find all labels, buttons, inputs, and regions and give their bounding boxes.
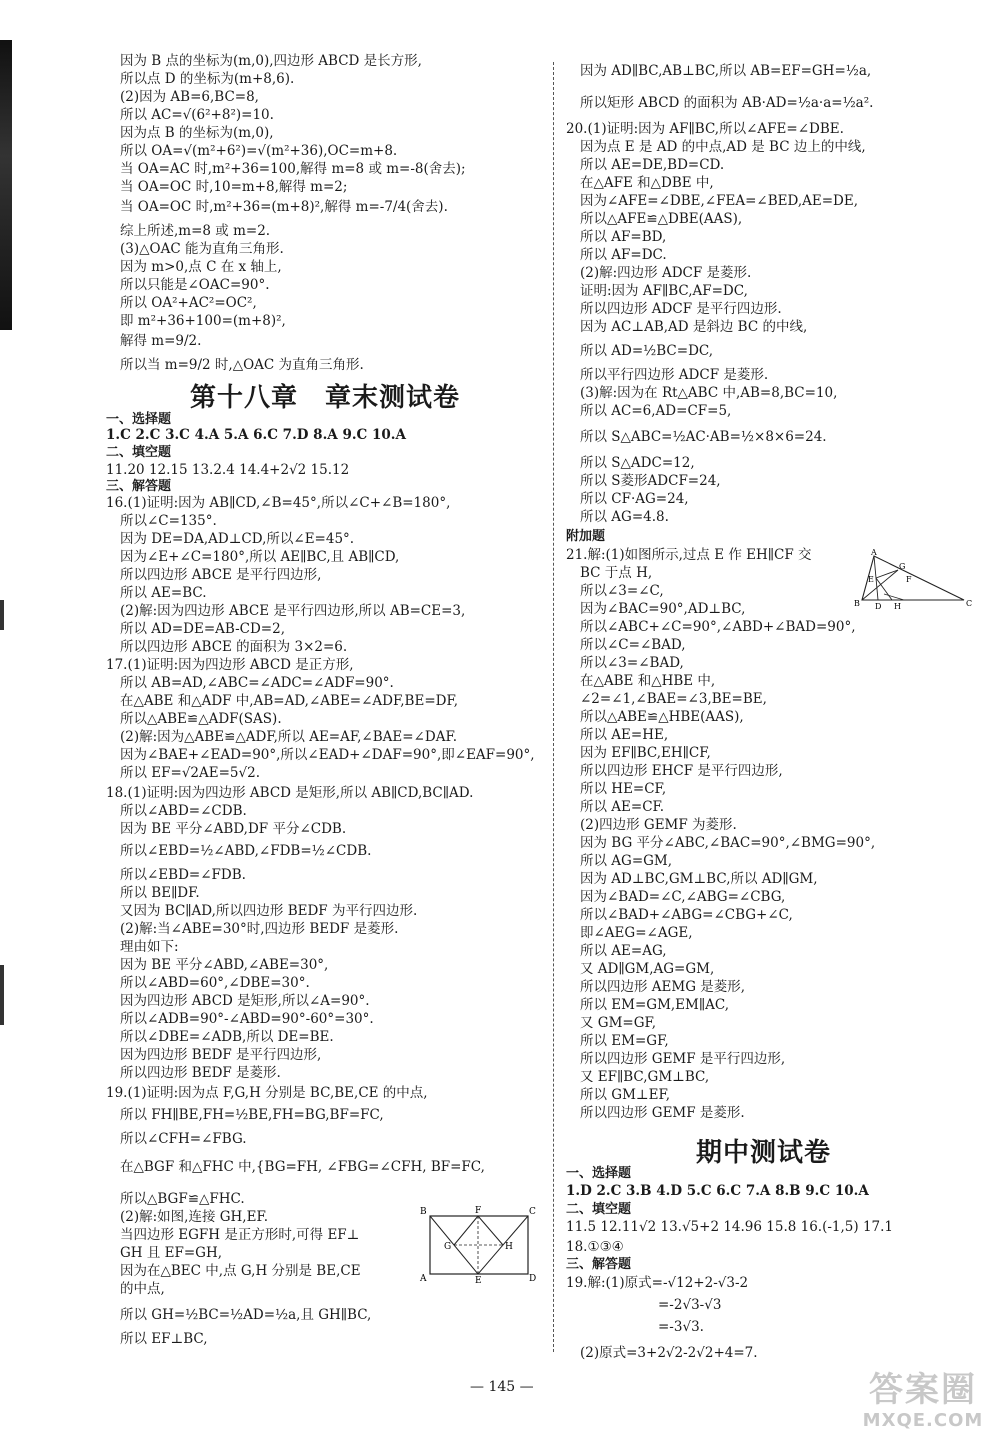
text-line: 所以 GH=½BC=½AD=½a,且 GH∥BC, [120,1307,372,1323]
text-line: 因为 BE 平分∠ABD,DF 平分∠CDB. [120,821,347,837]
text-line: 18.(1)证明:因为四边形 ABCD 是矩形,所以 AB∥CD,BC∥AD. [106,785,474,801]
answer-line: 11.5 12.11√2 13.√5+2 14.96 15.8 16.(-1,5) 17.1 [566,1219,894,1235]
section-label: 一、选择题 [106,412,172,427]
text-line: 所以 OA=√(m²+6²)=√(m²+36),OC=m+8. [120,143,398,159]
text-line: 即 m²+36+100=(m+8)², [120,313,286,329]
text-line: BC 于点 H, [580,565,653,581]
label-F: F [906,575,912,584]
label-C: C [966,599,973,608]
answer-line: 18.①③④ [566,1239,624,1255]
text-line: 当 OA=OC 时,m²+36=(m+8)²,解得 m=-7/4(舍去). [120,199,448,215]
text-line: (2)解:因为四边形 ABCE 是平行四边形,所以 AB=CE=3, [120,603,466,619]
section-label: 三、解答题 [566,1257,632,1272]
section-label: 三、解答题 [106,479,172,494]
text-line: (3)解:因为在 Rt△ABC 中,AB=8,BC=10, [580,385,838,401]
text-line: 所以四边形 BEDF 是菱形. [120,1065,281,1081]
text-line: 所以 AG=GM, [580,853,673,869]
text-line: 所以 EF=√2AE=5√2. [120,765,261,781]
text-line: 又因为 BC∥AD,所以四边形 BEDF 为平行四边形. [120,903,418,919]
page-number: — 145 — [470,1379,534,1395]
label-D: D [529,1274,536,1284]
text-line: 所以∠EBD=½∠ABD,∠FDB=½∠CDB. [120,843,372,859]
text-line: 当四边形 EGFH 是正方形时,可得 EF⊥ [120,1227,360,1243]
text-line: 因为 B 点的坐标为(m,0),四边形 ABCD 是长方形, [120,53,422,69]
text-line: 16.(1)证明:因为 AB∥CD,∠B=45°,所以∠C+∠B=180°, [106,495,451,511]
text-line: =-3√3. [658,1319,704,1335]
text-line: 当 OA=OC 时,10=m+8,解得 m=2; [120,179,348,195]
text-line: 所以四边形 EHCF 是平行四边形, [580,763,783,779]
column-divider [553,62,554,1352]
label-F: F [475,1206,482,1216]
text-line: 理由如下: [120,939,179,955]
text-line: 所以四边形 GEMF 是菱形. [580,1105,745,1121]
answer-line: 1.C 2.C 3.C 4.A 5.A 6.C 7.D 8.A 9.C 10.A [106,427,406,443]
rectangle-figure [418,1204,536,1284]
text-line: 19.(1)证明:因为点 F,G,H 分别是 BC,BE,CE 的中点, [106,1085,428,1101]
text-line: 所以 GM⊥EF, [580,1087,671,1103]
label-G: G [444,1242,452,1252]
text-line: 因为四边形 ABCD 是矩形,所以∠A=90°. [120,993,370,1009]
text-line: 所以 AC=6,AD=CF=5, [580,403,732,419]
text-line: 20.(1)证明:因为 AF∥BC,所以∠AFE=∠DBE. [566,121,844,137]
text-line: (2)因为 AB=6,BC=8, [120,89,259,105]
text-line: 所以 AE=CF. [580,799,665,815]
text-line: 因为 m>0,点 C 在 x 轴上, [120,259,282,275]
text-line: 所以∠EBD=∠FDB. [120,867,246,883]
text-line: 因为 AC⊥AB,AD 是斜边 BC 的中线, [580,319,808,335]
text-line: 所以四边形 AEMG 是菱形, [580,979,746,995]
answer-line: 11.20 12.15 13.2.4 14.4+2√2 15.12 [106,462,350,478]
text-line: 所以△ABE≌△HBE(AAS), [580,709,744,725]
text-line: 在△ABE 和△ADF 中,AB=AD,∠ABE=∠ADF,BE=DF, [120,693,459,709]
text-line: 所以平行四边形 ADCF 是菱形. [580,367,769,383]
section-label: 附加题 [566,529,606,544]
text-line: 所以只能是∠OAC=90°. [120,277,270,293]
text-line: 所以△BGF≌△FHC. [120,1191,245,1207]
text-line: GH 且 EF=GH, [120,1245,223,1261]
text-line: 因为∠BAC=90°,AD⊥BC, [580,601,746,617]
text-line: (2)解:四边形 ADCF 是菱形. [580,265,752,281]
label-A: A [871,548,877,557]
text-line: 因为在△BEC 中,点 G,H 分别是 BE,CE [120,1263,361,1279]
triangle-figure [854,548,979,610]
text-line: 所以∠ADB=90°-∠ABD=90°-60°=30°. [120,1011,374,1027]
text-line: 所以∠3=∠BAD, [580,655,684,671]
text-line: 因为∠BAE+∠EAD=90°,所以∠EAD+∠DAF=90°,即∠EAF=90°, [120,747,535,763]
text-line: 所以 AD=DE=AB-CD=2, [120,621,285,637]
text-line: 所以 AF=BD, [580,229,667,245]
text-line: 所以∠BAD+∠ABG=∠CBG+∠C, [580,907,793,923]
text-line: 因为∠E+∠C=180°,所以 AE∥BC,且 AB∥CD, [120,549,400,565]
text-line: 17.(1)证明:因为四边形 ABCD 是正方形, [106,657,354,673]
text-line: (2)解:如图,连接 GH,EF. [120,1209,269,1225]
text-line: 即∠AEG=∠AGE, [580,925,693,941]
text-line: 所以当 m=9/2 时,△OAC 为直角三角形. [120,357,364,373]
scan-mark [0,965,4,1025]
text-line: 所以∠CFH=∠FBG. [120,1131,247,1147]
text-line: 所以矩形 ABCD 的面积为 AB·AD=½a·a=½a². [580,95,874,111]
text-line: (3)△OAC 能为直角三角形. [120,241,284,257]
text-line: 又 EF∥BC,GM⊥BC, [580,1069,710,1085]
text-line: 所以点 D 的坐标为(m+8,6). [120,71,295,87]
label-H: H [894,602,901,610]
text-line: 在△AFE 和△DBE 中, [580,175,714,191]
text-line: 所以四边形 ABCE 是平行四边形, [120,567,322,583]
section-label: 二、填空题 [106,445,172,460]
text-line: 又 AD∥GM,AG=GM, [580,961,715,977]
text-line: 所以 AE=DE,BD=CD. [580,157,725,173]
text-line: 21.解:(1)如图所示,过点 E 作 EH∥CF 交 [566,547,812,563]
text-line: 因为∠AFE=∠DBE,∠FEA=∠BED,AE=DE, [580,193,858,209]
text-line: 因为点 E 是 AD 的中点,AD 是 BC 边上的中线, [580,139,866,155]
text-line: 所以 AB=AD,∠ABC=∠ADC=∠ADF=90°. [120,675,394,691]
text-line: 所以 S△ABC=½AC·AB=½×8×6=24. [580,429,827,445]
text-line: 因为 BG 平分∠ABC,∠BAC=90°,∠BMG=90°, [580,835,876,851]
text-line: 所以△ABE≌△ADF(SAS). [120,711,282,727]
text-line: 因为点 B 的坐标为(m,0), [120,125,274,141]
text-line: =-2√3-√3 [658,1297,722,1313]
label-H: H [505,1242,513,1252]
text-line: 解得 m=9/2. [120,333,202,349]
section-label: 一、选择题 [566,1166,632,1181]
label-D: D [875,602,882,610]
text-line: 所以∠3=∠C, [580,583,664,599]
text-line: 所以 AE=HE, [580,727,669,743]
text-line: 所以 AC=√(6²+8²)=10. [120,107,274,123]
text-line: 所以 CF·AG=24, [580,491,689,507]
text-line: 因为∠BAD=∠C,∠ABG=∠CBG, [580,889,786,905]
text-line: 所以 OA²+AC²=OC², [120,295,257,311]
scan-mark [0,600,4,630]
text-line: 所以∠C=∠BAD, [580,637,686,653]
label-A: A [420,1274,427,1284]
text-line: 所以四边形 ADCF 是平行四边形. [580,301,782,317]
label-G: G [899,562,906,571]
text-line: (2)解:当∠ABE=30°时,四边形 BEDF 是菱形. [120,921,399,937]
text-line: 证明:因为 AF∥BC,AF=DC, [580,283,748,299]
midterm-heading: 期中测试卷 [696,1138,832,1168]
text-line: 所以 S菱形ADCF=24, [580,473,721,489]
text-line: 所以∠ABD=60°,∠DBE=30°. [120,975,310,991]
text-line: 的中点, [120,1281,165,1297]
text-line: 所以 AF=DC. [580,247,667,263]
label-C: C [529,1207,536,1217]
text-line: 因为 AD⊥BC,GM⊥BC,所以 AD∥GM, [580,871,818,887]
text-line: 所以∠ABC+∠C=90°,∠ABD+∠BAD=90°, [580,619,856,635]
text-line: 所以 EM=GM,EM∥AC, [580,997,729,1013]
chapter-heading: 第十八章 章末测试卷 [190,383,461,413]
watermark-logo [848,1370,998,1446]
text-line: 综上所述,m=8 或 m=2. [120,223,271,239]
text-line: 因为四边形 BEDF 是平行四边形, [120,1047,322,1063]
text-line: 所以 HE=CF, [580,781,667,797]
label-E: E [868,575,874,584]
label-B: B [420,1207,427,1217]
text-line: 当 OA=AC 时,m²+36=100,解得 m=8 或 m=-8(舍去); [120,161,466,177]
text-line: 所以∠DBE=∠ADB,所以 DE=BE. [120,1029,334,1045]
answer-line: 1.D 2.C 3.B 4.D 5.C 6.C 7.A 8.B 9.C 10.A [566,1183,869,1199]
watermark-url: MXQE.COM [862,1410,984,1431]
text-line: 所以 BE∥DF. [120,885,200,901]
text-line: 因为 AD∥BC,AB⊥BC,所以 AB=EF=GH=½a, [580,63,872,79]
label-B: B [854,599,860,608]
text-line: 所以△AFE≌△DBE(AAS), [580,211,743,227]
text-line: 在△ABE 和△HBE 中, [580,673,716,689]
text-line: 所以∠ABD=∠CDB. [120,803,247,819]
text-line: 因为 EF∥BC,EH∥CF, [580,745,711,761]
text-line: ∠2=∠1,∠BAE=∠3,BE=BE, [580,691,767,707]
scan-edge-shadow [0,40,12,330]
text-line: 所以 EM=GF, [580,1033,669,1049]
text-line: 所以 S△ADC=12, [580,455,695,471]
section-label: 二、填空题 [566,1202,632,1217]
label-E: E [475,1276,482,1284]
text-line: (2)解:因为△ABE≌△ADF,所以 AE=AF,∠BAE=∠DAF. [120,729,457,745]
text-line: 所以 AE=BC. [120,585,207,601]
text-line: 因为 DE=DA,AD⊥CD,所以∠E=45°. [120,531,355,547]
text-line: 所以∠C=135°. [120,513,217,529]
text-line: 所以 FH∥BE,FH=½BE,FH=BG,BF=FC, [120,1107,384,1123]
watermark-text: 答案圈 [869,1370,977,1410]
text-line: 又 GM=GF, [580,1015,657,1031]
text-line: (2)原式=3+2√2-2√2+4=7. [580,1345,758,1361]
text-line: 因为 BE 平分∠ABD,∠ABE=30°, [120,957,329,973]
text-line: 所以 AG=4.8. [580,509,669,525]
text-line: 19.解:(1)原式=-√12+2-√3-2 [566,1275,749,1291]
text-line: 所以 AE=AG, [580,943,667,959]
text-line: 所以四边形 GEMF 是平行四边形, [580,1051,786,1067]
text-line: 在△BGF 和△FHC 中,{BG=FH, ∠FBG=∠CFH, BF=FC, [120,1159,485,1175]
text-line: 所以四边形 ABCE 的面积为 3×2=6. [120,639,348,655]
text-line: 所以 EF⊥BC, [120,1331,208,1347]
text-line: 所以 AD=½BC=DC, [580,343,714,359]
text-line: (2)四边形 GEMF 为菱形. [580,817,737,833]
